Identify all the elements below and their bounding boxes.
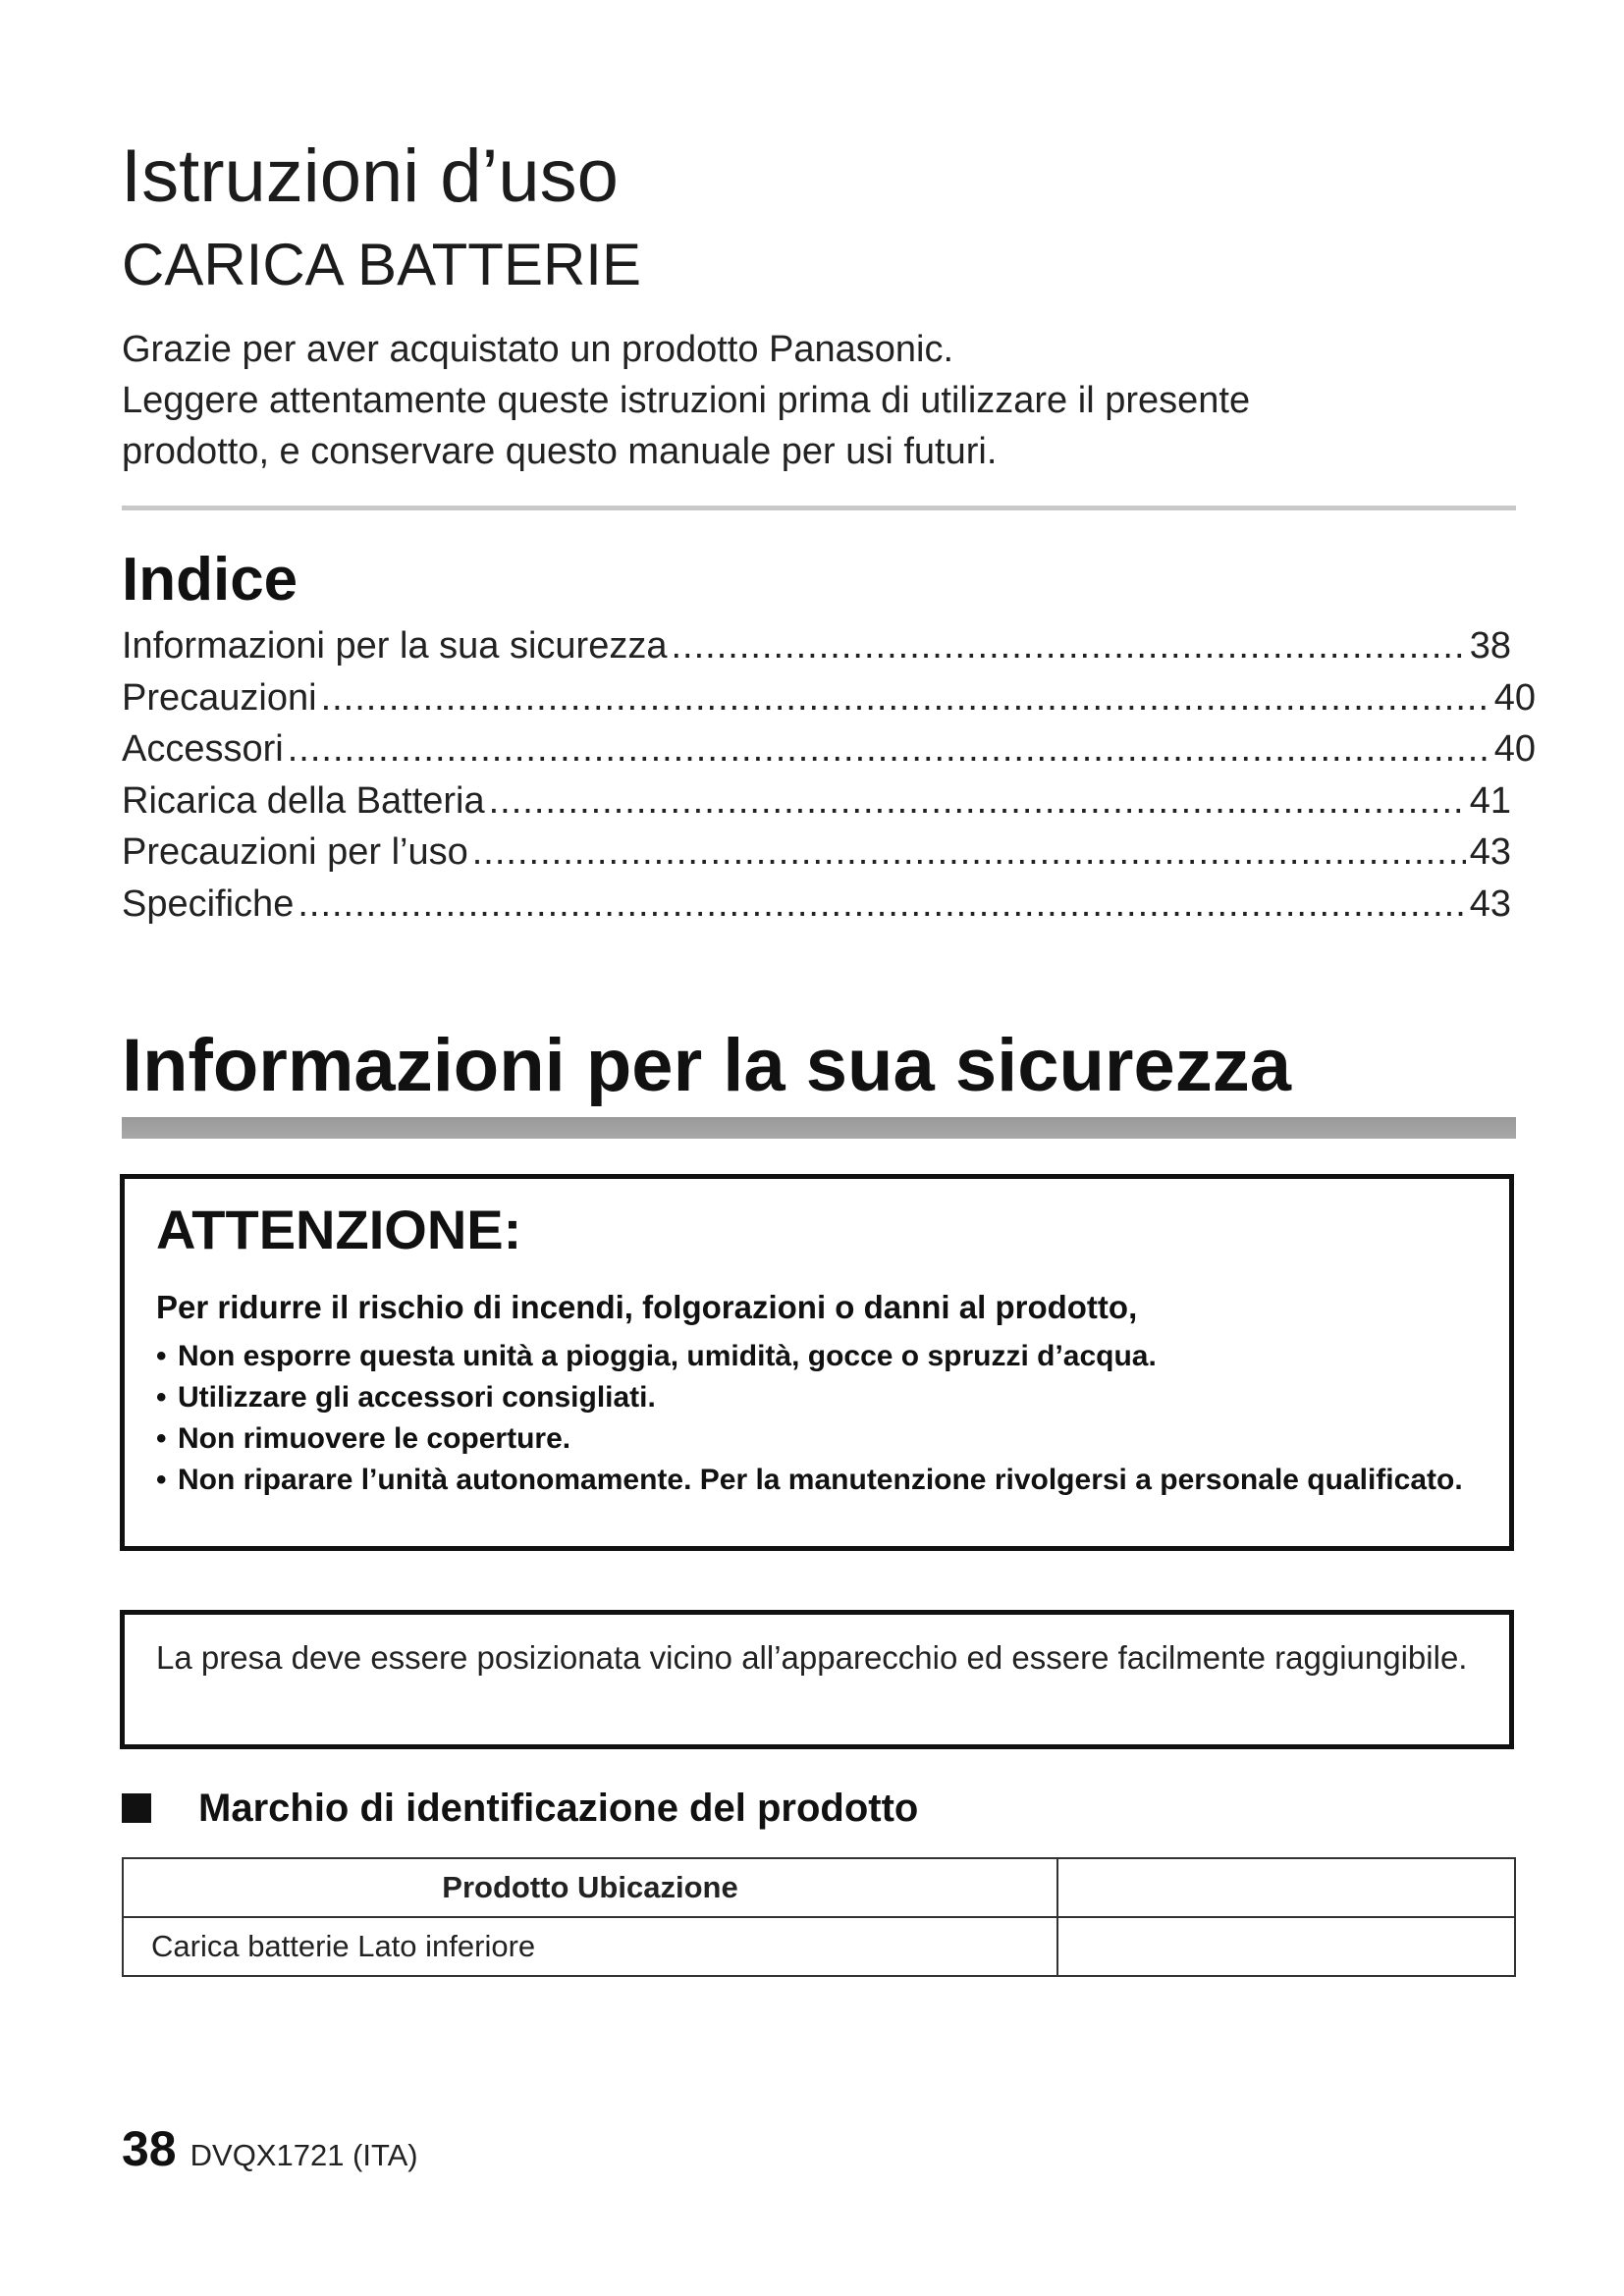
- warning-item: • Utilizzare gli accessori consigliati.: [156, 1377, 1491, 1418]
- toc-leader-dots: [321, 672, 1490, 724]
- warning-item: • Non esporre questa unità a pioggia, umidità, gocce o spruzzi d’acqua.: [156, 1336, 1491, 1377]
- toc-entry[interactable]: [122, 723, 1536, 775]
- toc-entry-page: 40: [1493, 676, 1536, 719]
- section-rule: [122, 1117, 1516, 1139]
- toc-entry-label: Precauzioni: [122, 676, 317, 719]
- toc-leader-dots: [671, 620, 1465, 672]
- note-text: La presa deve essere posizionata vicino all’apparecchio ed essere facilmente raggiungibile.: [156, 1639, 1468, 1676]
- table-header-cell: [1057, 1858, 1515, 1917]
- note-box: [120, 1610, 1514, 1749]
- toc-entry-label: Precauzioni per l’uso: [122, 831, 468, 873]
- toc-entry-page: 38: [1469, 625, 1511, 667]
- toc-entry[interactable]: [122, 879, 1511, 931]
- page-number: 38: [122, 2121, 177, 2176]
- product-mark-table: [122, 1857, 1516, 1977]
- page-subtitle: CARICA BATTERIE: [122, 232, 641, 297]
- mark-heading: [122, 1785, 918, 1832]
- warning-lead: Per ridurre il rischio di incendi, folgorazioni o danni al prodotto,: [156, 1289, 1138, 1325]
- toc-leader-dots: [472, 827, 1466, 879]
- table-cell: Carica batterie Lato inferiore: [123, 1917, 1057, 1976]
- intro-line: Grazie per aver acquistato un prodotto Panasonic.: [122, 329, 954, 370]
- table-header-row: [123, 1858, 1515, 1917]
- document-code: DVQX1721 (ITA): [189, 2138, 418, 2172]
- table-cell: [1057, 1917, 1515, 1976]
- toc-entry[interactable]: [122, 775, 1511, 828]
- warning-item: • Non riparare l’unità autonomamente. Per la manutenzione rivolgersi a personale qualificato.: [156, 1460, 1491, 1501]
- index-heading: Indice: [122, 546, 298, 614]
- intro-line: prodotto, e conservare questo manuale per usi futuri.: [122, 431, 998, 472]
- square-bullet-icon: [122, 1793, 151, 1823]
- toc-entry-label: Informazioni per la sua sicurezza: [122, 625, 668, 667]
- page-footer: [122, 2120, 418, 2177]
- table-row: [123, 1917, 1515, 1976]
- toc-entry-label: Ricarica della Batteria: [122, 779, 485, 822]
- mark-heading-text: Marchio di identificazione del prodotto: [198, 1787, 919, 1830]
- toc-entry-page: 43: [1469, 831, 1511, 873]
- intro-paragraph: [122, 324, 1516, 477]
- toc-leader-dots: [288, 723, 1490, 775]
- intro-line: Leggere attentamente queste istruzioni prima di utilizzare il presente: [122, 380, 1251, 421]
- toc-entry[interactable]: [122, 620, 1511, 672]
- toc-leader-dots: [298, 879, 1465, 931]
- section-heading-safety: Informazioni per la sua sicurezza: [122, 1024, 1292, 1107]
- warning-item: • Non rimuovere le coperture.: [156, 1418, 1491, 1460]
- toc-entry[interactable]: [122, 827, 1511, 879]
- table-header-cell: Prodotto Ubicazione: [123, 1858, 1057, 1917]
- toc-entry-label: Accessori: [122, 728, 284, 770]
- toc-entry-page: 40: [1493, 728, 1536, 770]
- table-of-contents: [122, 620, 1536, 930]
- toc-leader-dots: [489, 775, 1466, 828]
- toc-entry-label: Specifiche: [122, 882, 295, 925]
- toc-entry-page: 41: [1469, 779, 1511, 822]
- warning-list: [156, 1336, 1491, 1501]
- warning-title: ATTENZIONE:: [156, 1199, 522, 1260]
- page-title: Istruzioni d’uso: [121, 134, 619, 218]
- divider: [122, 506, 1516, 510]
- toc-entry[interactable]: [122, 672, 1536, 724]
- toc-entry-page: 43: [1469, 882, 1511, 925]
- warning-box: [120, 1174, 1514, 1551]
